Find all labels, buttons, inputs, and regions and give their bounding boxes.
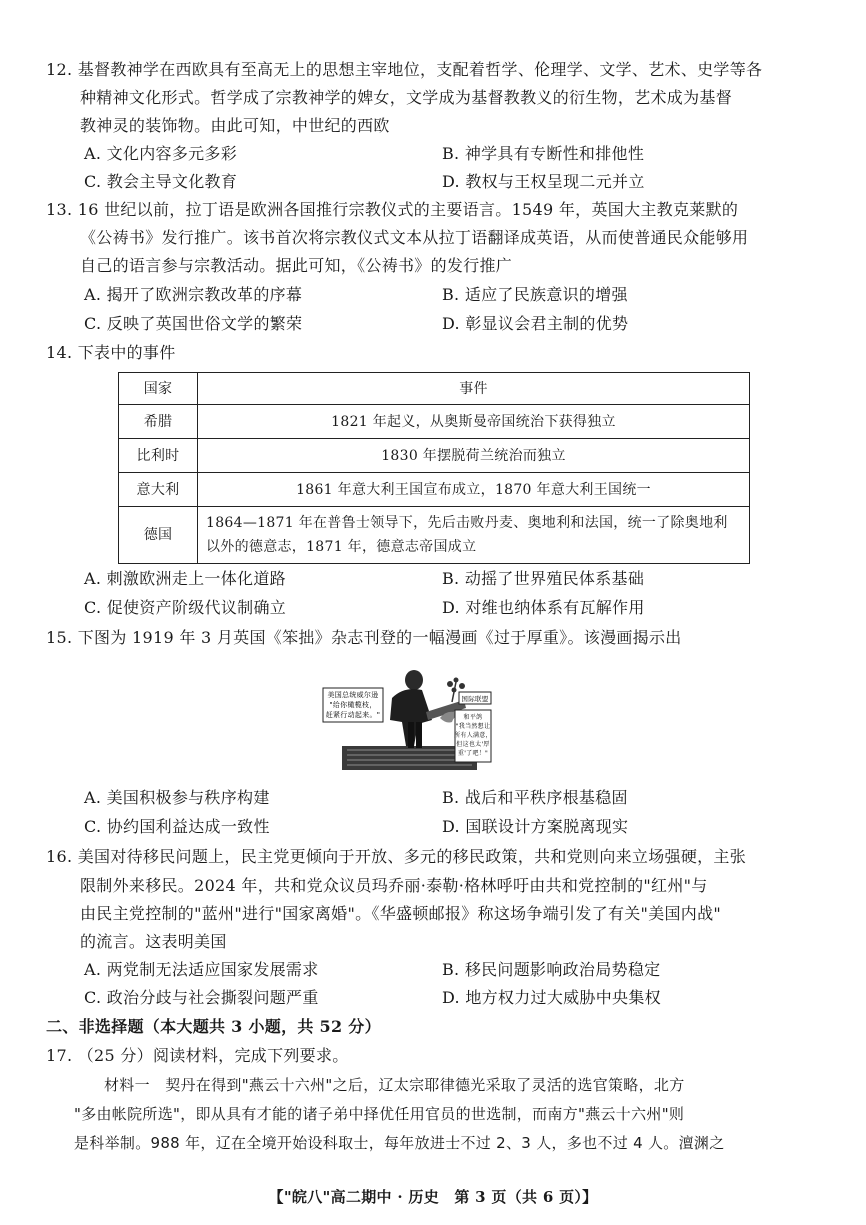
cartoon-dove-caption-5: 重'了吧！"	[457, 750, 489, 757]
table-row	[119, 439, 750, 473]
table-cell-event: 1830 年摆脱荷兰统治而独立	[198, 439, 750, 473]
table-cell-country: 比利时	[119, 439, 198, 473]
q16-line-4: 的流言。这表明美国	[80, 932, 227, 951]
q14-option-a[interactable]: A. 刺激欧洲走上一体化道路	[84, 569, 286, 588]
q13-option-d[interactable]: D. 彰显议会君主制的优势	[442, 314, 629, 333]
table-row	[119, 473, 750, 507]
table-cell-event: 1861 年意大利王国宣布成立，1870 年意大利王国统一	[198, 473, 750, 507]
q12-option-d[interactable]: D. 教权与王权呈现二元并立	[442, 172, 645, 191]
table-header-row	[119, 373, 750, 405]
cartoon-image	[322, 660, 492, 772]
q15-stem: 15. 下图为 1919 年 3 月英国《笨拙》杂志刊登的一幅漫画《过于厚重》。该漫画揭示出	[46, 628, 682, 647]
table-header-event: 事件	[198, 373, 750, 405]
q13-line-1: 13. 16 世纪以前，拉丁语是欧洲各国推行宗教仪式的主要语言。1549 年，英国大主教克莱默的	[46, 200, 739, 219]
q17-stem: 17. （25 分）阅读材料，完成下列要求。	[46, 1046, 349, 1065]
table-cell-event: 1821 年起义，从奥斯曼帝国统治下获得独立	[198, 405, 750, 439]
cartoon-dove-caption-3: 所有人满意，	[454, 732, 492, 739]
cartoon-dove-caption-1: 和平鸽	[463, 714, 483, 721]
q17-material-line-2: "多由帐院所选"，即从具有才能的诸子弟中择优任用官员的世选制，而南方"燕云十六州"则	[74, 1105, 685, 1123]
q12-line-2: 种精神文化形式。哲学成了宗教神学的婢女，文学成为基督教教义的衍生物，艺术成为基督	[80, 88, 733, 107]
q13-option-a[interactable]: A. 揭开了欧洲宗教改革的序幕	[84, 285, 303, 304]
cartoon-wilson-figure	[390, 670, 432, 748]
section-2-heading: 二、非选择题（本大题共 3 小题，共 52 分）	[46, 1017, 381, 1036]
q15-option-a[interactable]: A. 美国积极参与秩序构建	[84, 788, 270, 807]
q16-option-a[interactable]: A. 两党制无法适应国家发展需求	[84, 960, 319, 979]
q12-option-c[interactable]: C. 教会主导文化教育	[84, 172, 238, 191]
page-footer: 【"皖八"高二期中 · 历史 第 3 页（共 6 页）】	[268, 1188, 598, 1206]
q17-material-line-1: 材料一 契丹在得到"燕云十六州"之后，辽太宗耶律德光采取了灵活的选官策略，北方	[104, 1076, 685, 1094]
cartoon-right-label: 国际联盟	[461, 695, 489, 703]
q12-line-1: 12. 基督教神学在西欧具有至高无上的思想主宰地位，支配着哲学、伦理学、文学、艺术、史学等各	[46, 60, 763, 79]
cartoon-left-caption-1: 美国总统威尔逊	[327, 691, 379, 699]
table-header-country: 国家	[119, 373, 198, 405]
table-row	[119, 507, 750, 564]
events-table	[118, 372, 750, 564]
q13-option-b[interactable]: B. 适应了民族意识的增强	[442, 285, 628, 304]
table-cell-country: 意大利	[119, 473, 198, 507]
q14-option-c[interactable]: C. 促使资产阶级代议制确立	[84, 598, 287, 617]
q15-option-b[interactable]: B. 战后和平秩序根基稳固	[442, 788, 628, 807]
q16-option-c[interactable]: C. 政治分歧与社会撕裂问题严重	[84, 988, 319, 1007]
q16-line-3: 由民主党控制的"蓝州"进行"国家离婚"。《华盛顿邮报》称这场争端引发了有关"美国内战"	[80, 904, 722, 923]
q15-option-d[interactable]: D. 国联设计方案脱离现实	[442, 817, 629, 836]
q13-option-c[interactable]: C. 反映了英国世俗文学的繁荣	[84, 314, 303, 333]
cartoon-left-caption-3: 赶紧行动起来。"	[325, 711, 381, 719]
table-cell-event-line-2: 以外的德意志，1871 年，德意志帝国成立	[206, 539, 477, 555]
cartoon-left-caption-2: "给你橄榄枝，	[329, 701, 377, 709]
q13-line-2: 《公祷书》发行推广。该书首次将宗教仪式文本从拉丁语翻译成英语，从而使普通民众能够用	[80, 228, 749, 247]
table-cell-event-line-1: 1864—1871 年在普鲁士领导下，先后击败丹麦、奥地利和法国，统一了除奥地利	[206, 515, 728, 531]
q15-option-c[interactable]: C. 协约国利益达成一致性	[84, 817, 270, 836]
q14-option-b[interactable]: B. 动摇了世界殖民体系基础	[442, 569, 645, 588]
table-cell-country: 德国	[119, 507, 198, 564]
cartoon-dove-caption-4: 但这也太'厚	[456, 741, 490, 748]
q16-line-2: 限制外来移民。2024 年，共和党众议员玛乔丽·泰勒·格林呼吁由共和党控制的"红州"与	[80, 876, 708, 895]
q12-line-3: 教神灵的装饰物。由此可知，中世纪的西欧	[80, 116, 390, 135]
q12-option-b[interactable]: B. 神学具有专断性和排他性	[442, 144, 645, 163]
q16-option-d[interactable]: D. 地方权力过大威胁中央集权	[442, 988, 661, 1007]
table-cell-country: 希腊	[119, 405, 198, 439]
q12-option-a[interactable]: A. 文化内容多元多彩	[84, 144, 238, 163]
table-row	[119, 405, 750, 439]
q13-line-3: 自己的语言参与宗教活动。据此可知，《公祷书》的发行推广	[80, 256, 513, 275]
q16-option-b[interactable]: B. 移民问题影响政治局势稳定	[442, 960, 661, 979]
q14-option-d[interactable]: D. 对维也纳体系有瓦解作用	[442, 598, 645, 617]
q16-line-1: 16. 美国对待移民问题上，民主党更倾向于开放、多元的移民政策，共和党则向来立场强硬，主张	[46, 847, 747, 866]
table-cell-event	[198, 507, 750, 564]
q14-stem: 14. 下表中的事件	[46, 343, 176, 362]
cartoon-dove-caption-2: "我当然想让	[455, 723, 491, 730]
q17-material-line-3: 是科举制。988 年，辽在全境开始设科取士，每年放进士不过 2、3 人，多也不过 4 人。澶渊之	[74, 1134, 725, 1152]
